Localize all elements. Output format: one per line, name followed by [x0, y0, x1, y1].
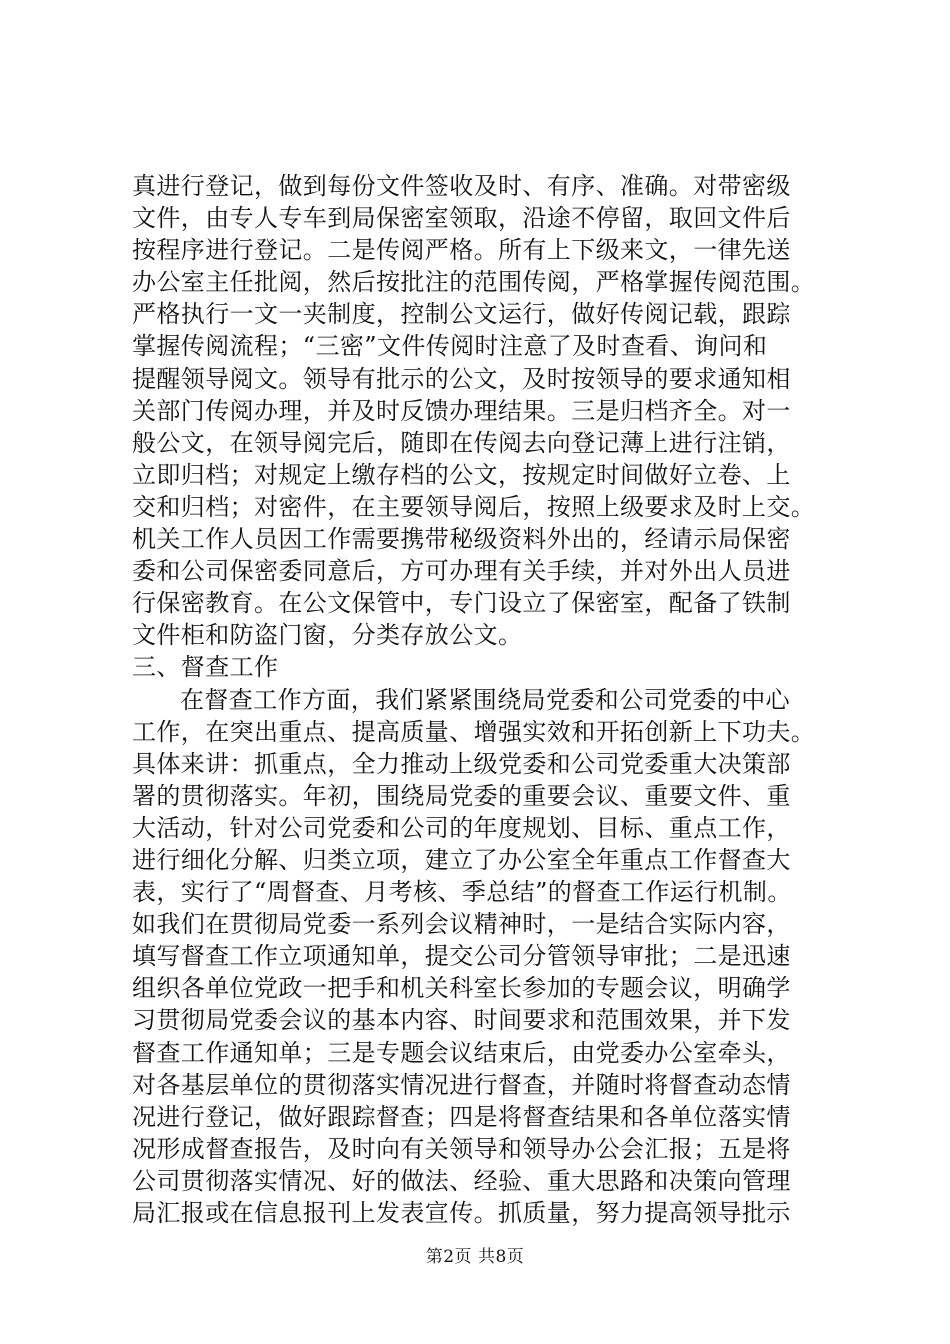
page-footer: 第2页 共8页	[425, 1247, 525, 1267]
text-line: 立即归档；对规定上缴存档的公文，按规定时间做好立卷、上	[132, 460, 791, 489]
text-line: 公司贯彻落实情况、好的做法、经验、重大思路和决策向管理	[132, 1166, 791, 1195]
text-line: 提醒领导阅文。领导有批示的公文，及时按领导的要求通知相	[132, 364, 791, 393]
text-line: 办公室主任批阅，然后按批注的范围传阅，严格掌握传阅范围。	[132, 268, 816, 297]
text-line: 具体来讲：抓重点，全力推动上级党委和公司党委重大决策部	[132, 749, 791, 778]
text-line: 行保密教育。在公文保管中，专门设立了保密室，配备了铁制	[132, 589, 791, 618]
text-line: 进行细化分解、归类立项，建立了办公室全年重点工作督查大	[132, 845, 791, 874]
text-line: 真进行登记，做到每份文件签收及时、有序、准确。对带密级	[132, 172, 791, 200]
paragraph-2	[132, 684, 832, 1230]
text-line: 习贯彻局党委会议的基本内容、时间要求和范围效果，并下发	[132, 1006, 791, 1035]
text-line: 按程序进行登记。二是传阅严格。所有上下级来文，一律先送	[132, 236, 791, 265]
text-line: 关部门传阅办理，并及时反馈办理结果。三是归档齐全。对一	[132, 396, 791, 425]
text-line: 大活动，针对公司党委和公司的年度规划、目标、重点工作，	[132, 813, 791, 842]
text-line: 文件，由专人专车到局保密室领取，沿途不停留，取回文件后	[132, 204, 791, 233]
text-line: 况进行登记，做好跟踪督查；四是将督查结果和各单位落实情	[132, 1102, 791, 1131]
text-line: 署的贯彻落实。年初，围绕局党委的重要会议、重要文件、重	[132, 781, 791, 810]
text-line: 对各基层单位的贯彻落实情况进行督查，并随时将督查动态情	[132, 1070, 791, 1099]
text-line: 机关工作人员因工作需要携带秘级资料外出的，经请示局保密	[132, 525, 791, 554]
text-line: 组织各单位党政一把手和机关科室长参加的专题会议，明确学	[132, 974, 791, 1003]
text-line: 局汇报或在信息报刊上发表宣传。抓质量，努力提高领导批示	[132, 1199, 791, 1227]
section-heading: 三、督查工作	[132, 653, 279, 682]
text-line: 交和归档；对密件，在主要领导阅后，按照上级要求及时上交。	[132, 492, 816, 521]
text-line: 如我们在贯彻局党委一系列会议精神时，一是结合实际内容，	[132, 910, 791, 939]
text-line: 严格执行一文一夹制度，控制公文运行，做好传阅记载，跟踪	[132, 300, 791, 329]
document-body	[132, 170, 832, 1229]
paragraph-1	[132, 170, 832, 651]
text-line: 在督查工作方面，我们紧紧围绕局党委和公司党委的中心	[180, 685, 790, 714]
text-line: 表，实行了“周督查、月考核、季总结”的督查工作运行机制。	[132, 878, 792, 907]
text-line: 督查工作通知单；三是专题会议结束后，由党委办公室牵头，	[132, 1038, 791, 1067]
text-line: 况形成督查报告，及时向有关领导和领导办公会汇报；五是将	[132, 1134, 791, 1163]
text-line: 填写督查工作立项通知单，提交公司分管领导审批；二是迅速	[132, 942, 791, 971]
text-line: 委和公司保密委同意后，方可办理有关手续，并对外出人员进	[132, 557, 791, 586]
text-line: 文件柜和防盗门窗，分类存放公文。	[132, 621, 523, 650]
text-line: 般公文，在领导阅完后，随即在传阅去向登记薄上进行注销，	[132, 428, 791, 457]
text-line: 工作，在突出重点、提高质量、增强实效和开拓创新上下功夫。	[132, 717, 816, 746]
text-line: 掌握传阅流程；“三密”文件传阅时注意了及时查看、询问和	[132, 332, 768, 361]
